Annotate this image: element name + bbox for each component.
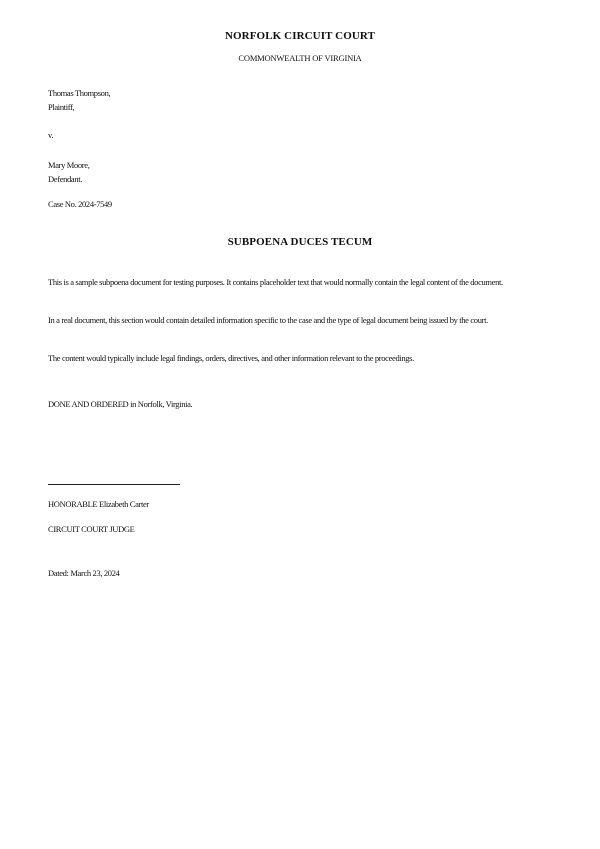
document-title: SUBPOENA DUCES TECUM	[227, 236, 373, 248]
body-paragraph-3: The content would typically include legal findings, orders, directives, and other information relevant to the proceedings.	[48, 353, 414, 363]
defendant-name: Mary Moore,	[48, 160, 90, 170]
court-name: NORFOLK CIRCUIT COURT	[224, 30, 376, 42]
dated-line: Dated: March 23, 2024	[48, 568, 120, 578]
case-number: Case No. 2024-7549	[48, 199, 112, 209]
plaintiff-role: Plaintiff,	[48, 102, 75, 112]
judge-title: CIRCUIT COURT JUDGE	[48, 524, 135, 534]
judge-name: HONORABLE Elizabeth Carter	[48, 499, 149, 509]
body-paragraph-2: In a real document, this section would contain detailed information specific to the case and the type of legal document being issued by the court.	[48, 315, 488, 325]
plaintiff-block	[48, 86, 110, 114]
jurisdiction: COMMONWEALTH OF VIRGINIA	[238, 53, 362, 63]
defendant-role: Defendant.	[48, 174, 83, 184]
signature-line	[48, 484, 180, 485]
versus: v.	[48, 130, 54, 140]
body-paragraph-1: This is a sample subpoena document for testing purposes. It contains placeholder text that would normally contain the legal content of the document.	[48, 277, 503, 287]
done-and-ordered: DONE AND ORDERED in Norfolk, Virginia.	[48, 399, 193, 409]
defendant-block	[48, 158, 89, 186]
plaintiff-name: Thomas Thompson,	[48, 88, 111, 98]
